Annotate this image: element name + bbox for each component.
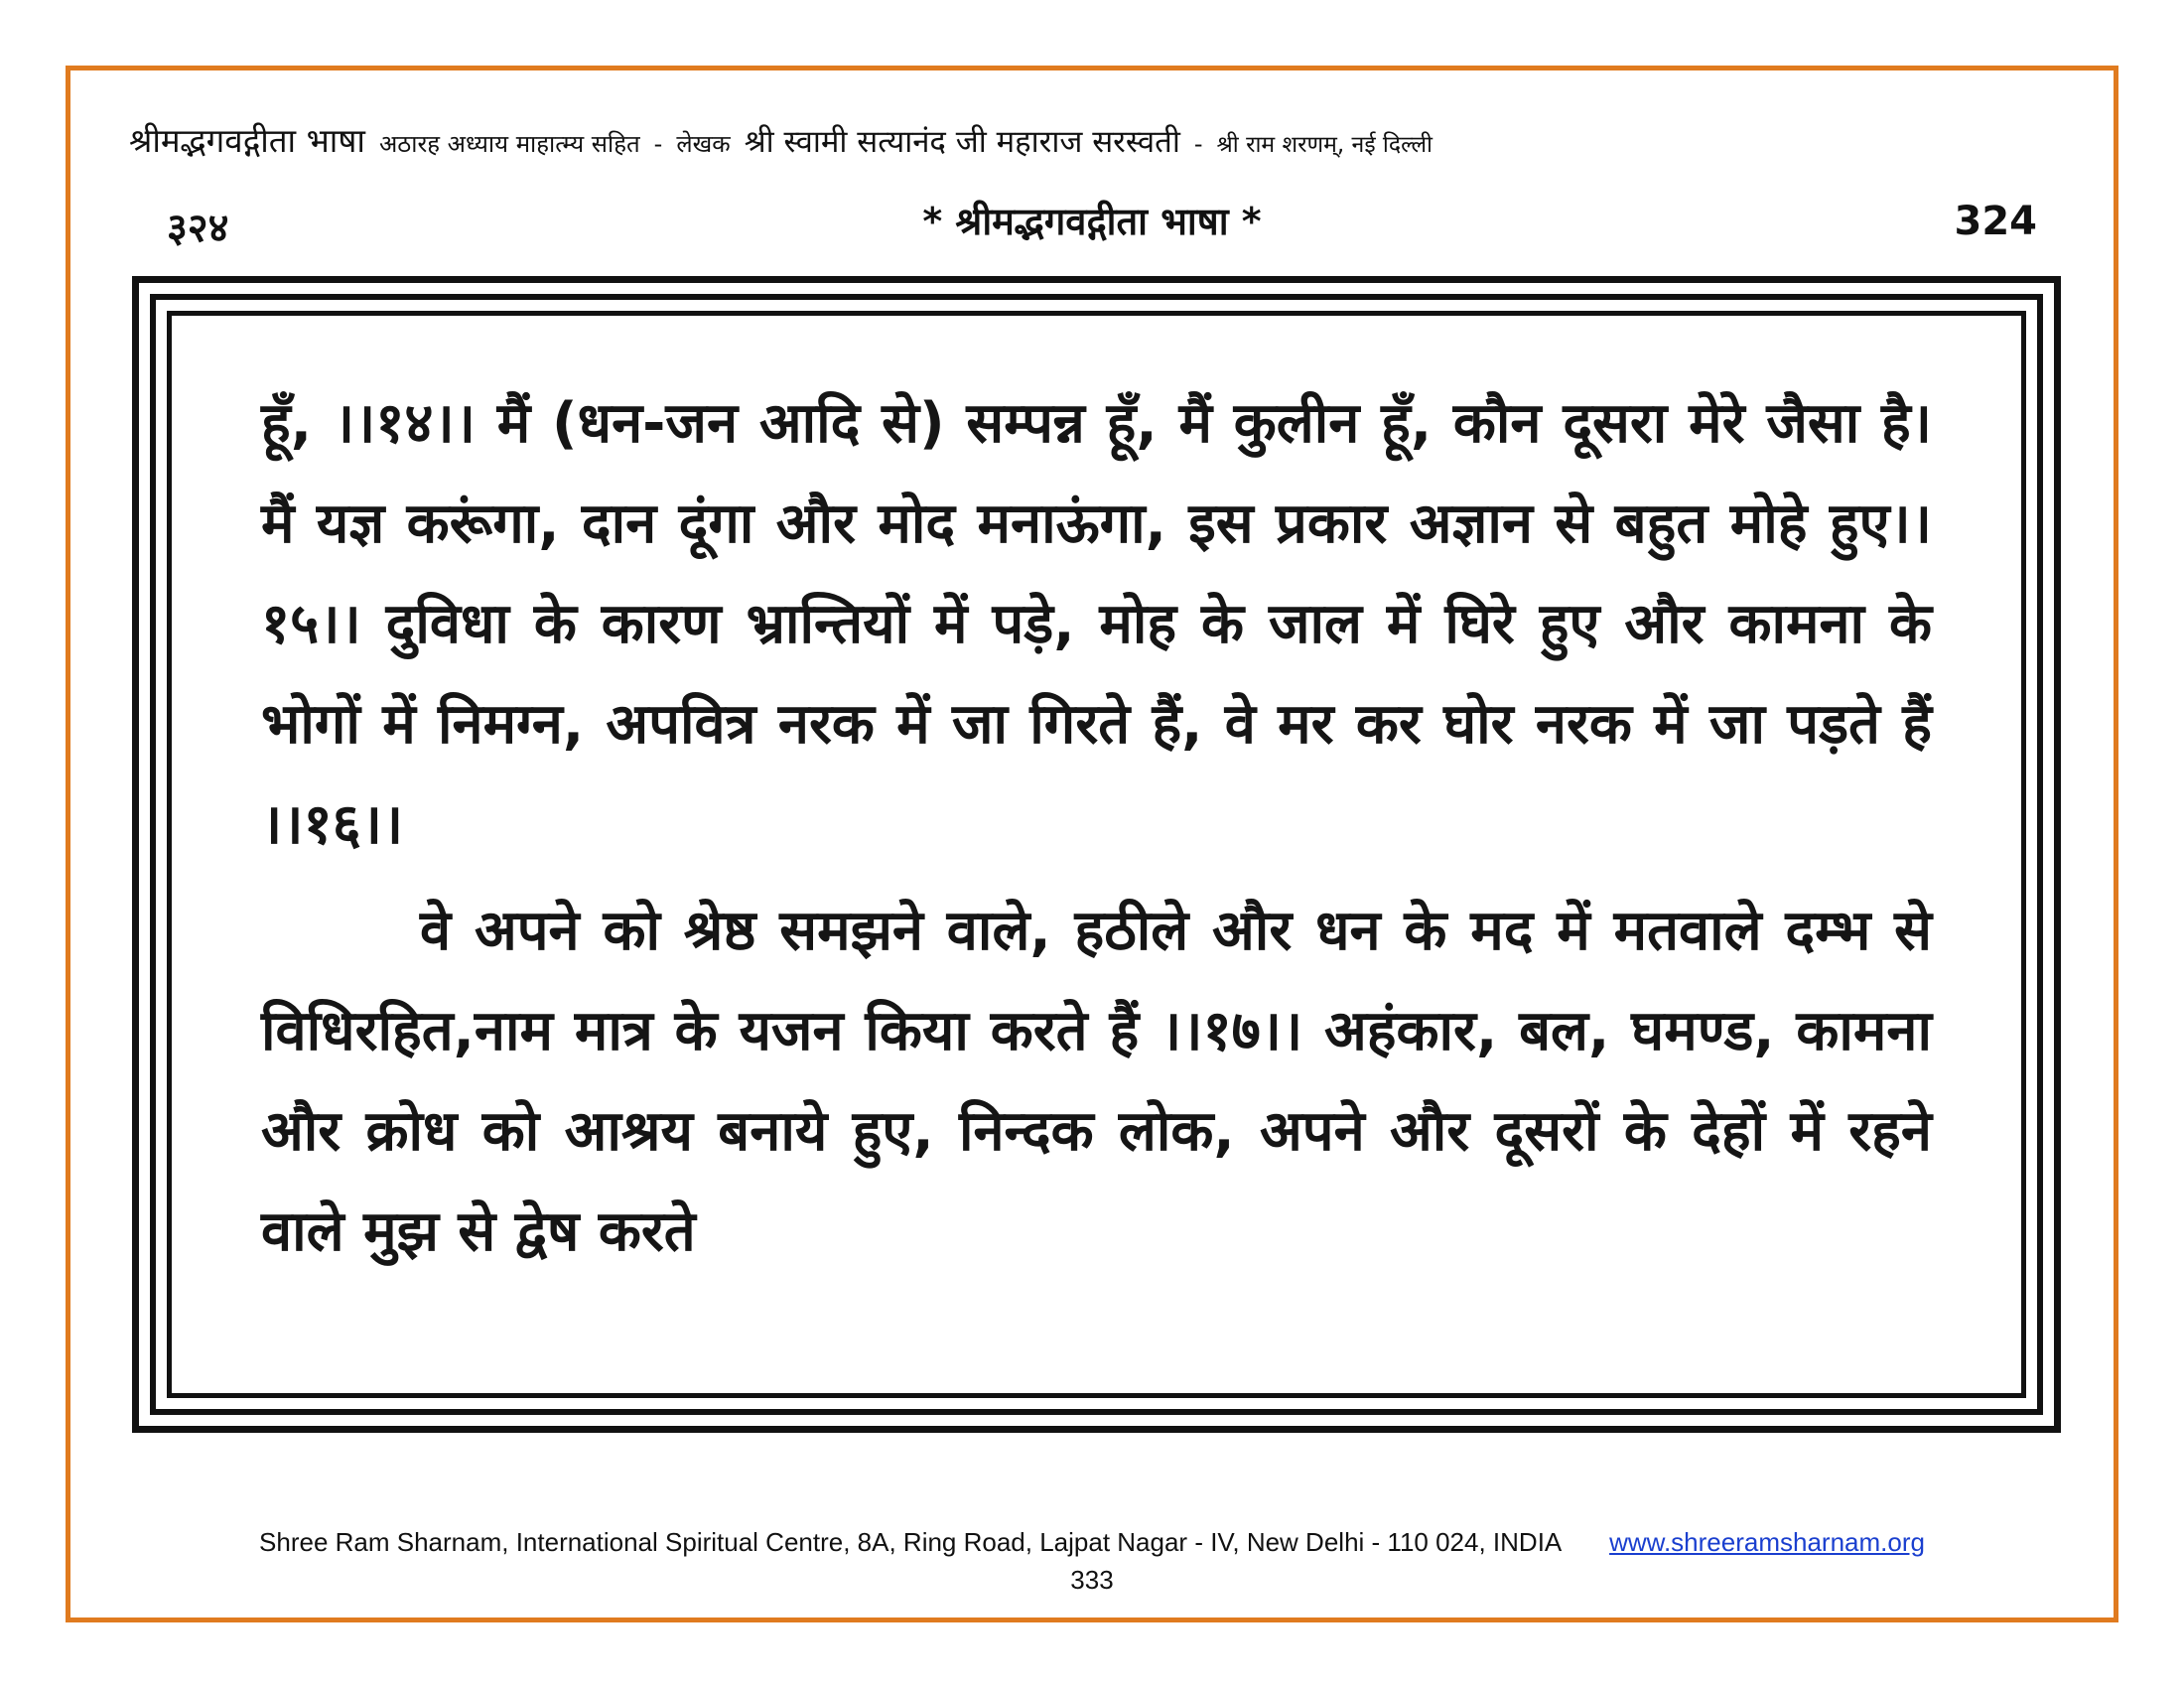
website-link[interactable]: www.shreeramsharnam.org (1609, 1527, 1925, 1557)
verse-text (261, 373, 1932, 1282)
text-frame (132, 276, 2061, 1433)
page-number-devanagari: ३२४ (167, 206, 229, 251)
book-subtitle: अठारह अध्याय माहात्म्य सहित (378, 130, 640, 158)
text-frame-inner (167, 311, 2026, 1398)
book-title: श्रीमद्भगवद्गीता भाषा (129, 121, 365, 160)
author-label: लेखक (676, 130, 731, 158)
footer-page-number: 333 (1070, 1565, 1114, 1595)
document-header (129, 117, 2065, 167)
page-number-arabic: 324 (1954, 199, 2037, 244)
publisher-name: श्री राम शरणम्, नई दिल्ली (1216, 132, 1433, 158)
footer-address: Shree Ram Sharnam, International Spiritual Centre, 8A, Ring Road, Lajpat Nagar - IV, New Delhi - 110 024, INDIA (259, 1527, 1561, 1557)
paragraph-2: वे अपने को श्रेष्ठ समझने वाले, हठीले और धन के मद में मतवाले दम्भ से विधिरहित,नाम मात्र के यजन किया करते हैं ।।१७।। अहंकार, बल, घमण्ड, कामना और क्रोध को आश्रय बनाये हुए, निन्दक लोक, अपने और दूसरों के देहों में रहने वाले मुझ से द्वेष करते (261, 899, 1932, 1264)
header-separator-2: - (1193, 130, 1203, 158)
paragraph-1: हूँ, ।।१४।। मैं (धन-जन आदि से) सम्पन्न हूँ, मैं कुलीन हूँ, कौन दूसरा मेरे जैसा है। मैं यज्ञ करूंगा, दान दूंगा और मोद मनाऊंगा, इस प्रकार अज्ञान से बहुत मोहे हुए।।१५।। दुविधा के कारण भ्रान्तियों में पड़े, मोह के जाल में घिरे हुए और कामना के भोगों में निमग्न, अपवित्र नरक में जा गिरते हैं, वे मर कर घोर नरक में जा पड़ते हैं ।।१६।। (261, 391, 1932, 857)
text-frame-middle (150, 294, 2043, 1415)
header-separator: - (653, 130, 663, 158)
author-name: श्री स्वामी सत्यानंद जी महाराज सरस्वती (744, 124, 1180, 160)
footer (0, 1527, 2184, 1558)
running-head: * श्रीमद्भगवद्गीता भाषा * (922, 200, 1262, 243)
